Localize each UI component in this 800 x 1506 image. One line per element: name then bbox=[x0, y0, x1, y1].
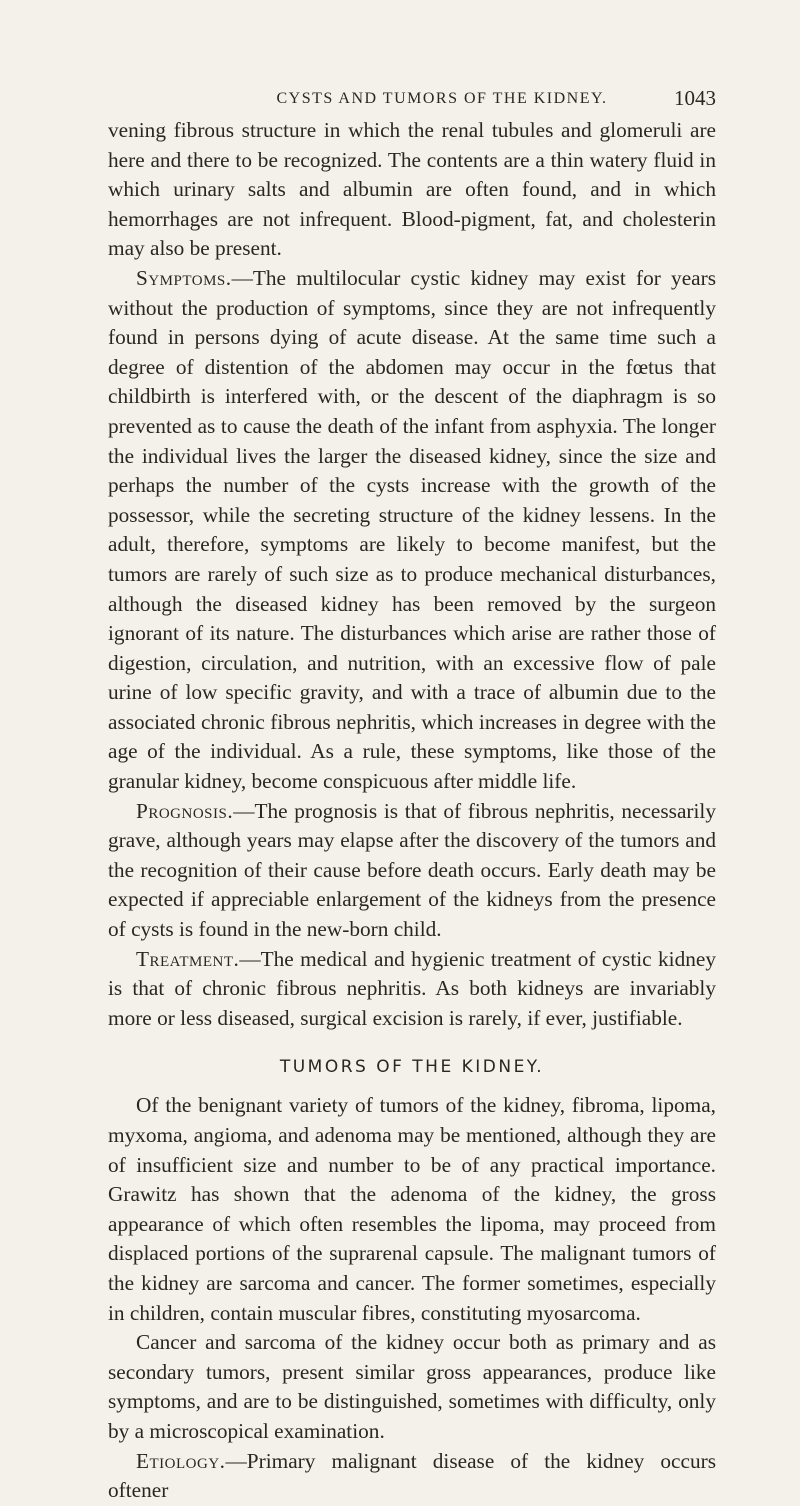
symptoms-label: Symptoms. bbox=[136, 265, 232, 290]
paragraph-etiology: Etiology.—Primary malignant disease of the kidney occurs oftener bbox=[108, 1448, 716, 1503]
paragraph-treatment: Treatment.—The medical and hygienic treatment of cystic kidney is that of chronic fibrous nephritis. As both kidneys are invariably more or less diseased, surgical excision is rarely, if ever, justifiable. bbox=[108, 946, 716, 1030]
body-text bbox=[108, 116, 716, 1506]
section-heading-tumors: TUMORS OF THE KIDNEY. bbox=[279, 1057, 545, 1078]
etiology-label: Etiology. bbox=[136, 1448, 226, 1473]
page-number: 1043 bbox=[674, 86, 716, 110]
paragraph-cancer-sarcoma: Cancer and sarcoma of the kidney occur both as primary and as secondary tumors, present similar gross appearances, produce like symptoms, and are to be distinguished, sometimes with difficulty, only by a microscopical examination. bbox=[108, 1330, 716, 1443]
running-title: CYSTS AND TUMORS OF THE KIDNEY. bbox=[276, 90, 608, 107]
paragraph-symptoms: Symptoms.—The multilocular cystic kidney may exist for years without the production of symptoms, since they are not infrequently found in persons dying of acute disease. At the same time such a degree of distention of the abdomen may occur in the fœtus that childbirth is interfered with, or the descent of the diaphragm is so prevented as to cause the death of the infant from asphyxia. The longer the individual lives the larger the diseased kidney, since the size and perhaps the number of the cysts increase with the growth of the possessor, while the secreting structure of the kidney lessens. In the adult, therefore, symptoms are likely to become manifest, but the tumors are rarely of such size as to produce mechanical disturbances, although the diseased kidney has been removed by the surgeon ignorant of its nature. The disturbances which arise are rather those of digestion, circulation, and nutrition, with an excessive flow of pale urine of low specific gravity, and with a trace of albumin due to the associated chronic fibrous nephritis, which increases in degree with the age of the individual. As a rule, these symptoms, like those of the granular kidney, become conspicuous after middle life. bbox=[108, 265, 716, 794]
treatment-label: Treatment. bbox=[136, 946, 240, 971]
paragraph-benignant-tumors: Of the benignant variety of tumors of the kidney, fibroma, lipoma, myxoma, angioma, and adenoma may be mentioned, although they are of insufficient size and number to be of any practical importance. Grawitz has shown that the adenoma of the kidney, the gross appearance of which often resembles the lipoma, may proceed from displaced portions of the suprarenal capsule. The malignant tumors of the kidney are sarcoma and cancer. The former sometimes, especially in children, contain muscular fibres, constituting myosarcoma. bbox=[108, 1093, 716, 1325]
paragraph-cyst-contents: vening fibrous structure in which the renal tubules and glomeruli are here and there to be recognized. The contents are a thin watery fluid in which urinary salts and albumin are often found, and in which hemorrhages are not infrequent. Blood-pigment, fat, and cholesterin may also be present. bbox=[108, 118, 716, 261]
running-head bbox=[108, 86, 716, 116]
paragraph-prognosis: Prognosis.—The prognosis is that of fibrous nephritis, necessarily grave, although years may elapse after the discovery of the tumors and the recognition of their cause before death occurs. Early death may be expected if appreciable enlargement of the kidneys from the presence of cysts is found in the new-born child. bbox=[108, 798, 716, 942]
prognosis-label: Prognosis. bbox=[136, 798, 234, 823]
